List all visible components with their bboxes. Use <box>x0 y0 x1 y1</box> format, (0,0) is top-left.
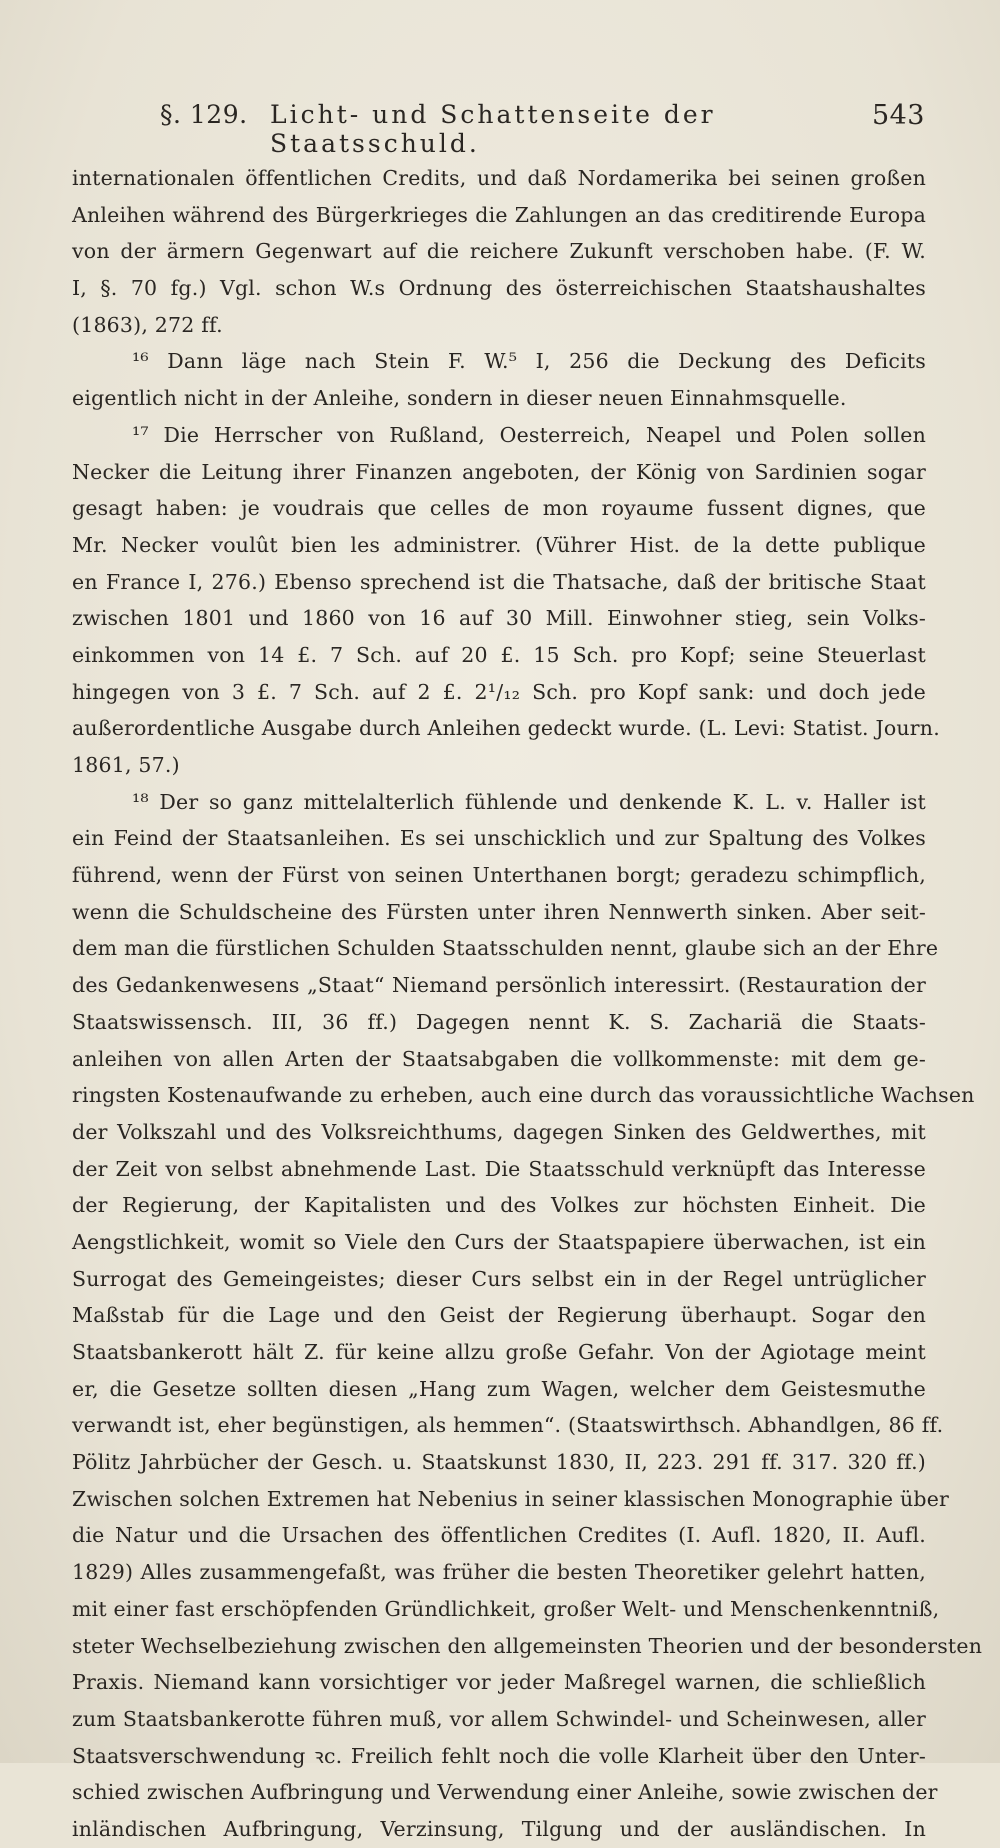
text-line: Praxis. Niemand kann vorsichtiger vor jeder Maßregel warnen, die schließlich <box>72 1670 926 1695</box>
text-line: einkommen von 14 £. 7 Sch. auf 20 £. 15 Sch. pro Kopf; seine Steuerlast <box>72 642 926 667</box>
text-line: (1863), 272 ff. <box>72 312 223 337</box>
text-line: Staatsverschwendung ꝛc. Freilich fehlt noch die volle Klarheit über den Unter- <box>72 1743 926 1768</box>
text-line: I, §. 70 fg.) Vgl. schon W.s Ordnung des österreichischen Staatshaushaltes <box>72 276 926 301</box>
footnote-17: ¹⁷ Die Herrscher von Rußland, Oesterreich, Neapel und Polen sollen <box>132 422 926 447</box>
text-line: zwischen 1801 und 1860 von 16 auf 30 Mill. Einwohner stieg, sein Volks- <box>72 606 926 631</box>
text-line: Staatswissensch. III, 36 ff.) Dagegen nennt K. S. Zachariä die Staats- <box>72 1009 926 1034</box>
text-line: Staatsbankerott hält Z. für keine allzu große Gefahr. Von der Agiotage meint <box>72 1340 926 1364</box>
text-line: Aengstlichkeit, womit so Viele den Curs der Staatspapiere überwachen, ist ein <box>72 1229 926 1254</box>
text-line: der Regierung, der Kapitalisten und des Volkes zur höchsten Einheit. Die <box>72 1193 926 1218</box>
text-line: führend, wenn der Fürst von seinen Unterthanen borgt; geradezu schimpflich, <box>72 863 926 888</box>
text-line: eigentlich nicht in der Anleihe, sondern in dieser neuen Einnahmsquelle. <box>72 386 847 411</box>
text-line: zum Staatsbankerotte führen muß, vor allem Schwindel- und Scheinwesen, aller <box>72 1706 926 1731</box>
text-line: Maßstab für die Lage und den Geist der Regierung überhaupt. Sogar den <box>72 1303 926 1328</box>
text-line: verwandt ist, eher begünstigen, als hemmen“. (Staatswirthsch. Abhandlgen, 86 ff. <box>72 1413 944 1438</box>
text-line: er, die Gesetze sollten diesen „Hang zum Wagen, welcher dem Geistesmuthe <box>72 1376 926 1401</box>
text-line: Surrogat des Gemeingeistes; dieser Curs selbst ein in der Regel untrüglicher <box>72 1266 926 1291</box>
text-line: Anleihen während des Bürgerkrieges die Zahlungen an das creditirende Europa <box>72 202 926 227</box>
text-line: Pölitz Jahrbücher der Gesch. u. Staatskunst 1830, II, 223. 291 ff. 317. 320 ff.) <box>72 1450 926 1475</box>
text-line: ein Feind der Staatsanleihen. Es sei unschicklich und zur Spaltung des Volkes <box>72 826 926 851</box>
text-line: inländischen Aufbringung, Verzinsung, Tilgung und der ausländischen. In <box>72 1816 926 1841</box>
footnote-text-block <box>72 160 983 1848</box>
text-line: von der ärmern Gegenwart auf die reichere Zukunft verschoben habe. (F. W. <box>72 239 926 264</box>
text-line: außerordentliche Ausgabe durch Anleihen gedeckt wurde. (L. Levi: Statist. Journ. <box>72 716 940 741</box>
text-line: Necker die Leitung ihrer Finanzen angeboten, der König von Sardinien sogar <box>72 459 926 484</box>
text-line: anleihen von allen Arten der Staatsabgaben die vollkommenste: mit dem ge- <box>72 1046 926 1071</box>
page-number: 543 <box>871 100 925 131</box>
text-line: 1829) Alles zusammengefaßt, was früher die besten Theoretiker gelehrt hatten, <box>72 1560 926 1585</box>
text-line: dem man die fürstlichen Schulden Staatsschulden nennt, glaube sich an der Ehre <box>72 936 939 961</box>
text-line: gesagt haben: je voudrais que celles de mon royaume fussent dignes, que <box>72 496 926 521</box>
text-line: internationalen öffentlichen Credits, und daß Nordamerika bei seinen großen <box>72 166 926 190</box>
text-line: der Volkszahl und des Volksreichthums, dagegen Sinken des Geldwerthes, mit <box>72 1119 926 1144</box>
text-line: des Gedankenwesens „Staat“ Niemand persönlich interessirt. (Restauration der <box>72 973 926 998</box>
text-line: mit einer fast erschöpfenden Gründlichkeit, großer Welt- und Menschenkenntniß, <box>72 1596 940 1621</box>
text-line: wenn die Schuldscheine des Fürsten unter ihren Nennwerth sinken. Aber seit- <box>72 899 926 924</box>
text-line: der Zeit von selbst abnehmende Last. Die Staatsschuld verknüpft das Interesse <box>72 1156 926 1181</box>
text-line: schied zwischen Aufbringung und Verwendung einer Anleihe, sowie zwischen der <box>72 1780 938 1805</box>
text-line: en France I, 276.) Ebenso sprechend ist die Thatsache, daß der britische Staat <box>72 569 926 594</box>
text-line: 1861, 57.) <box>72 753 180 777</box>
text-line: hingegen von 3 £. 7 Sch. auf 2 £. 2¹/₁₂ Sch. pro Kopf sank: und doch jede <box>72 679 926 704</box>
footnote-16: ¹⁶ Dann läge nach Stein F. W.⁵ I, 256 die Deckung des Deficits <box>132 349 926 374</box>
text-line: steter Wechselbeziehung zwischen den allgemeinsten Theorien und der besondersten <box>72 1633 983 1658</box>
section-number: §. 129. <box>160 100 248 129</box>
text-line: Zwischen solchen Extremen hat Nebenius in seiner klassischen Monographie über <box>72 1486 950 1511</box>
text-line: ringsten Kostenaufwande zu erheben, auch eine durch das voraussichtliche Wachsen <box>72 1083 975 1108</box>
text-line: die Natur und die Ursachen des öffentlichen Credites (I. Aufl. 1820, II. Aufl. <box>72 1523 926 1548</box>
running-title: Licht- und Schattenseite der Staatsschuld. <box>270 100 716 158</box>
text-line: Mr. Necker voulût bien les administrer. (Vührer Hist. de la dette publique <box>72 532 926 557</box>
footnote-18: ¹⁸ Der so ganz mittelalterlich fühlende und denkende K. L. v. Haller ist <box>132 789 926 814</box>
running-header <box>160 100 925 158</box>
